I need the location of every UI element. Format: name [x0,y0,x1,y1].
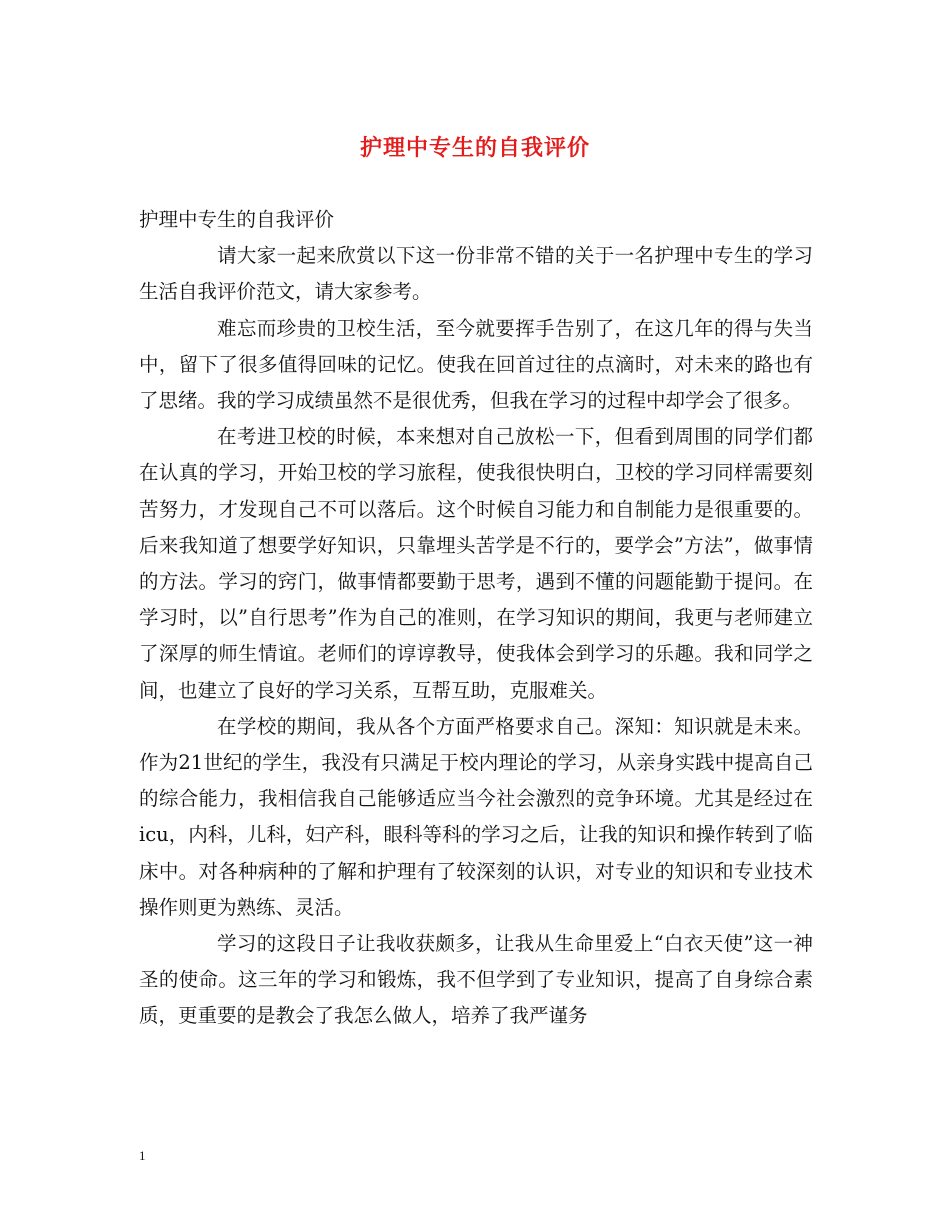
paragraph-study-journey: 在考进卫校的时候，本来想对自己放松一下，但看到周围的同学们都在认真的学习，开始卫校的学习旅程，使我很快明白，卫校的学习同样需要刻苦努力，才发现自己不可以落后。这个时候自习能力和自制能力是很重要的。后来我知道了想要学好知识，只靠埋头苦学是不行的，要学会”方法”，做事情的方法。学习的窍门，做事情都要勤于思考，遇到不懂的问题能勤于提问。在学习时，以”自行思考”作为自己的准则，在学习知识的期间，我更与老师建立了深厚的师生情谊。老师们的谆谆教导，使我体会到学习的乐趣。我和同学之间，也建立了良好的学习关系，互帮互助，克服难关。 [139,425,813,702]
paragraph-farewell: 难忘而珍贵的卫校生活，至今就要挥手告别了，在这几年的得与失当中，留下了很多值得回味的记忆。使我在回首过往的点滴时，对未来的路也有了思绪。我的学习成绩虽然不是很优秀，但我在学习的过程中却学会了很多。 [139,316,813,413]
document-title: 护理中专生的自我评价 [359,135,590,161]
paragraph-self-requirement: 在学校的期间，我从各个方面严格要求自己。深知：知识就是未来。作为21世纪的学生，我没有只满足于校内理论的学习，从亲身实践中提高自己的综合能力，我相信我自己能够适应当今社会激烈的竞争环境。尤其是经过在icu，内科，儿科，妇产科，眼科等科的学习之后，让我的知识和操作转到了临床中。对各种病种的了解和护理有了较深刻的认识，对专业的知识和专业技术操作则更为熟练、灵活。 [139,714,813,919]
paragraph-intro: 请大家一起来欣赏以下这一份非常不错的关于一名护理中专生的学习生活自我评价范文，请大家参考。 [139,244,813,304]
page-number: 1 [139,1148,146,1163]
document-subtitle: 护理中专生的自我评价 [139,208,335,231]
document-body [139,202,813,1035]
paragraph-harvest: 学习的这段日子让我收获颇多，让我从生命里爱上“白衣天使”这一神圣的使命。这三年的学习和锻炼，我不但学到了专业知识，提高了自身综合素质，更重要的是教会了我怎么做人，培养了我严谨务 [139,932,813,1028]
